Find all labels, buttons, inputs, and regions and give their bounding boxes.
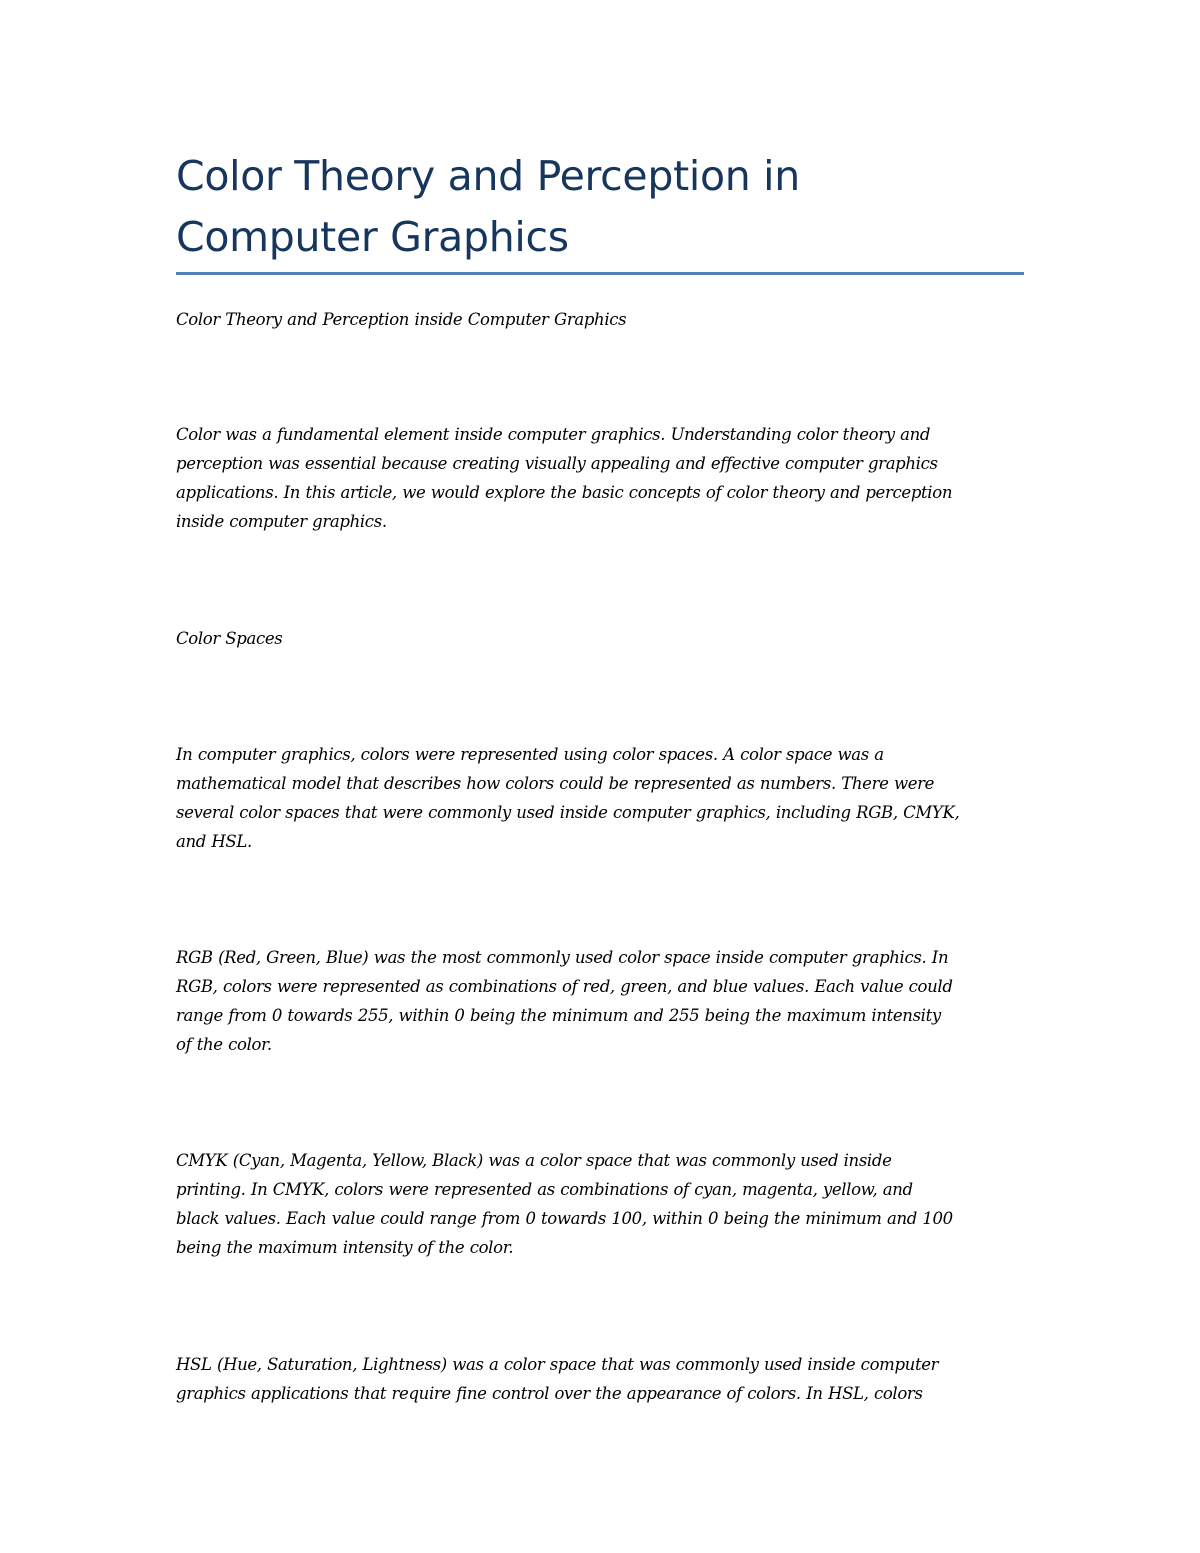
paragraph-line: graphics applications that require fine control over the appearance of colors. In HSL, colors: [176, 1384, 923, 1403]
subtitle-text: Color Theory and Perception inside Computer Graphics: [176, 310, 627, 329]
section-heading-text: Color Spaces: [176, 629, 283, 648]
title-underline: [176, 272, 1024, 275]
color-spaces-paragraph: [176, 740, 1026, 856]
paragraph-line: inside computer graphics.: [176, 512, 387, 531]
title-line: Color Theory and Perception in: [176, 152, 800, 200]
paragraph-line: range from 0 towards 255, within 0 being the minimum and 255 being the maximum intensity: [176, 1006, 941, 1025]
paragraph-line: CMYK (Cyan, Magenta, Yellow, Black) was a color space that was commonly used inside: [176, 1151, 892, 1170]
paragraph-line: Color was a fundamental element inside computer graphics. Understanding color theory and: [176, 425, 931, 444]
paragraph-line: In computer graphics, colors were represented using color spaces. A color space was a: [176, 745, 884, 764]
paragraph-line: being the maximum intensity of the color.: [176, 1238, 514, 1257]
paragraph-line: HSL (Hue, Saturation, Lightness) was a color space that was commonly used inside computer: [176, 1355, 939, 1374]
paragraph-line: printing. In CMYK, colors were represented as combinations of cyan, magenta, yellow, and: [176, 1180, 913, 1199]
paragraph-line: RGB (Red, Green, Blue) was the most commonly used color space inside computer graphics. In: [176, 948, 949, 967]
section-heading-color-spaces: [176, 624, 1026, 653]
paragraph-line: and HSL.: [176, 832, 252, 851]
paragraph-line: RGB, colors were represented as combinations of red, green, and blue values. Each value could: [176, 977, 953, 996]
paragraph-line: applications. In this article, we would explore the basic concepts of color theory and perception: [176, 483, 953, 502]
title-line: Computer Graphics: [176, 213, 569, 261]
document-title: [176, 146, 1036, 268]
intro-paragraph: [176, 420, 1026, 536]
paragraph-line: perception was essential because creating visually appealing and effective computer graphics: [176, 454, 938, 473]
paragraph-line: mathematical model that describes how colors could be represented as numbers. There were: [176, 774, 935, 793]
paragraph-line: several color spaces that were commonly used inside computer graphics, including RGB, CMYK,: [176, 803, 960, 822]
subtitle-paragraph: [176, 305, 1026, 334]
rgb-paragraph: [176, 943, 1026, 1059]
paragraph-line: of the color.: [176, 1035, 272, 1054]
paragraph-line: black values. Each value could range from 0 towards 100, within 0 being the minimum and 100: [176, 1209, 953, 1228]
cmyk-paragraph: [176, 1146, 1026, 1262]
hsl-paragraph: [176, 1350, 1026, 1408]
